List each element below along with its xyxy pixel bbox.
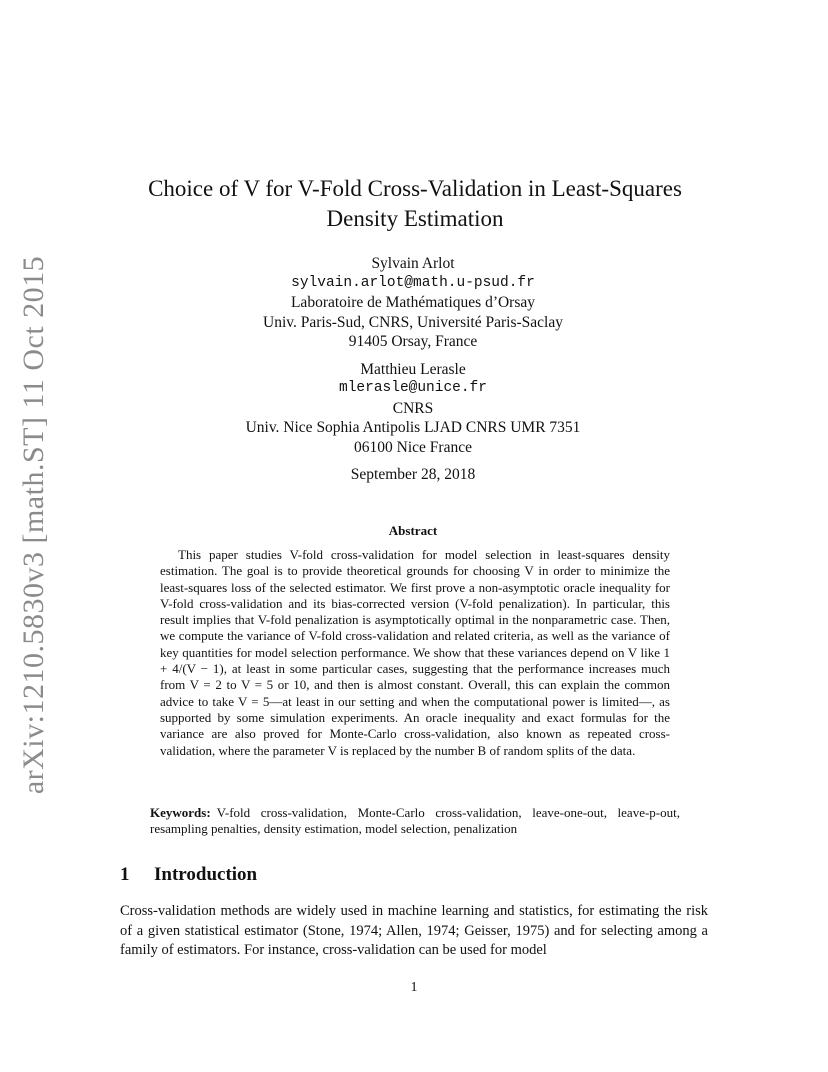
author-block <box>160 254 666 457</box>
author-name: Sylvain Arlot <box>371 255 455 272</box>
abstract-text: This paper studies V-fold cross-validation for model selection in least-squares density estimation. The goal is to provide theoretical grounds for choosing V in order to minimize the least-squares loss of the selected estimator. We first prove a non-asymptotic oracle inequality for V-fold cross-validation and its bias-corrected version (V-fold penalization). In particular, this result implies that V-fold penalization is asymptotically optimal in the nonparametric case. Then, we compute the variance of V-fold cross-validation and related criteria, as well as the variance of key quantities for model selection performance. We show that these variances depend on V like 1 + 4/(V − 1), at least in some particular cases, suggesting that the performance increases much from V = 2 to V = 5 or 10, and then is almost constant. Overall, this can explain the common advice to take V = 5—at least in our setting and when the computational power is limited—, as supported by some simulation experiments. An oracle inequality and exact formulas for the variance are also proved for Monte-Carlo cross-validation, also known as repeated cross-validation, where the parameter V is replaced by the number B of random splits of the data. <box>160 547 670 758</box>
author-separator <box>160 352 666 360</box>
section-heading <box>120 863 257 887</box>
keywords <box>150 805 680 838</box>
author-affiliation-line: Univ. Paris-Sud, CNRS, Université Paris-Saclay <box>263 313 563 331</box>
author-name: Matthieu Lerasle <box>360 360 466 378</box>
author-email: sylvain.arlot@math.u-psud.fr <box>291 274 535 291</box>
author-email: mlerasle@unice.fr <box>339 380 487 396</box>
author-affiliation-line: 06100 Nice France <box>354 438 472 456</box>
paper-date: September 28, 2018 <box>350 466 476 483</box>
page-number: 1 <box>410 980 418 995</box>
title-line-2: Density Estimation <box>326 206 504 231</box>
keywords-label: Keywords: <box>150 805 211 820</box>
author-affiliation-line: Univ. Nice Sophia Antipolis LJAD CNRS UMR 7351 <box>245 419 581 436</box>
keywords-text: V-fold cross-validation, Monte-Carlo cross-validation, leave-one-out, leave-p-out, resampling penalties, density estimation, model selection, penalization <box>150 805 680 837</box>
intro-paragraph: Cross-validation methods are widely used in machine learning and statistics, for estimating the risk of a given statistical estimator (Stone, 1974; Allen, 1974; Geisser, 1975) and for selecting among a family of estimators. For instance, cross-validation can be used for model <box>120 903 708 959</box>
author-affiliation-line: 91405 Orsay, France <box>348 333 478 350</box>
paper-title <box>120 174 710 234</box>
section-number: 1 <box>120 864 130 885</box>
author-affiliation-line: Laboratoire de Mathématiques d’Orsay <box>290 294 536 311</box>
section-title: Introduction <box>154 864 258 885</box>
abstract-heading: Abstract <box>388 523 438 538</box>
arxiv-stamp <box>14 255 54 795</box>
author-affiliation-line: CNRS <box>392 399 434 417</box>
title-line-1: Choice of V for V-Fold Cross-Validation in Least-Squares <box>148 176 682 201</box>
arxiv-identifier: arXiv:1210.5830v3 [math.ST] 11 Oct 2015 <box>17 255 50 795</box>
